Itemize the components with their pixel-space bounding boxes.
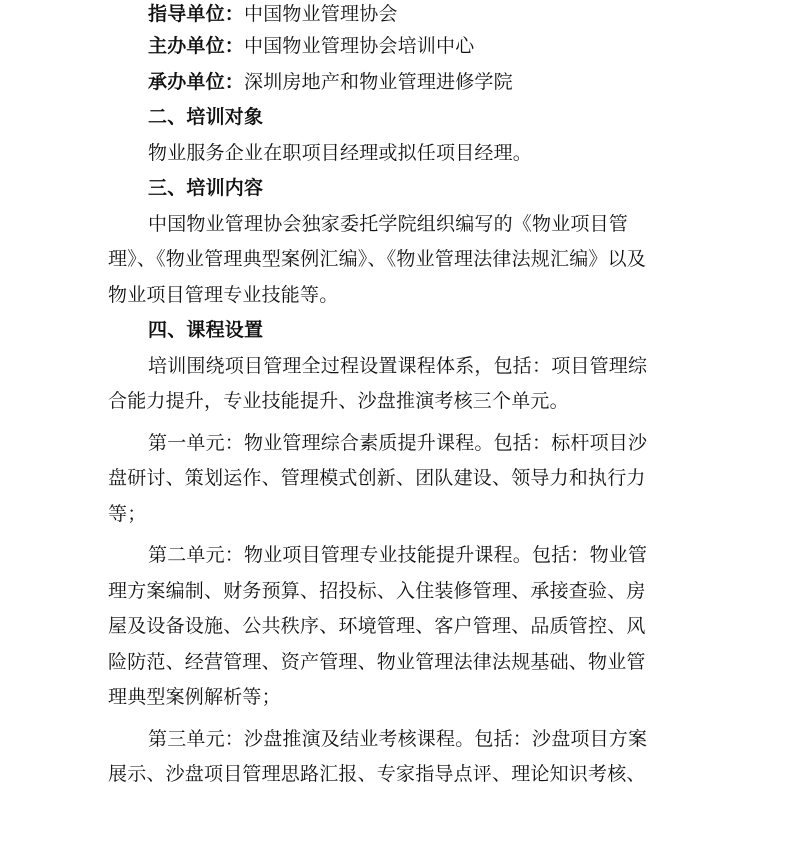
host-unit-label: 主办单位： [148, 35, 245, 57]
section-body-training-target: 物业服务企业在职项目经理或拟任项目经理。 [148, 141, 533, 164]
training-content-line: 物业项目管理专业技能等。 [108, 283, 339, 306]
unit1-line: 第一单元：物业管理综合素质提升课程。包括：标杆项目沙 [148, 431, 648, 454]
organizer-unit-line [108, 65, 694, 101]
host-unit-value: 中国物业管理协会培训中心 [244, 35, 475, 57]
section-heading-training-target: 二、培训对象 [148, 106, 264, 128]
course-intro-line: 培训围绕项目管理全过程设置课程体系，包括：项目管理综 [148, 354, 648, 377]
unit1-line: 等； [108, 502, 147, 525]
document-page [108, 0, 694, 793]
course-intro-line: 合能力提升，专业技能提升、沙盘推演考核三个单元。 [108, 390, 569, 412]
unit1-line: 盘研讨、策划运作、管理模式创新、团队建设、领导力和执行力 [108, 467, 646, 489]
host-unit-line [108, 29, 694, 65]
section-heading-training-content: 三、培训内容 [148, 177, 264, 199]
section-heading-course-setup: 四、课程设置 [148, 319, 264, 341]
organizer-unit-label: 承办单位： [148, 70, 245, 93]
training-content-line: 理》、《物业管理典型案例汇编》、《物业管理法律法规汇编》以及 [108, 248, 647, 270]
unit3-line: 展示、沙盘项目管理思路汇报、专家指导点评、理论知识考核、 [108, 763, 646, 785]
unit2-line: 险防范、经营管理、资产管理、物业管理法律法规基础、物业管 [108, 650, 646, 673]
organizer-unit-value: 深圳房地产和物业管理进修学院 [244, 70, 513, 93]
unit2-line: 理方案编制、财务预算、招投标、入住装修管理、承接查验、房 [108, 579, 646, 602]
guidance-unit-line [108, 0, 694, 29]
unit3-line: 第三单元：沙盘推演及结业考核课程。包括：沙盘项目方案 [148, 727, 648, 750]
unit2-line: 理典型案例解析等； [108, 686, 281, 708]
guidance-unit-label: 指导单位： [148, 3, 245, 25]
unit2-line: 第二单元：物业项目管理专业技能提升课程。包括：物业管 [148, 544, 648, 566]
unit2-line: 屋及设备设施、公共秩序、环境管理、客户管理、品质管控、风 [108, 615, 646, 637]
guidance-unit-value: 中国物业管理协会 [244, 3, 398, 25]
training-content-line: 中国物业管理协会独家委托学院组织编写的《物业项目管 [148, 212, 629, 235]
